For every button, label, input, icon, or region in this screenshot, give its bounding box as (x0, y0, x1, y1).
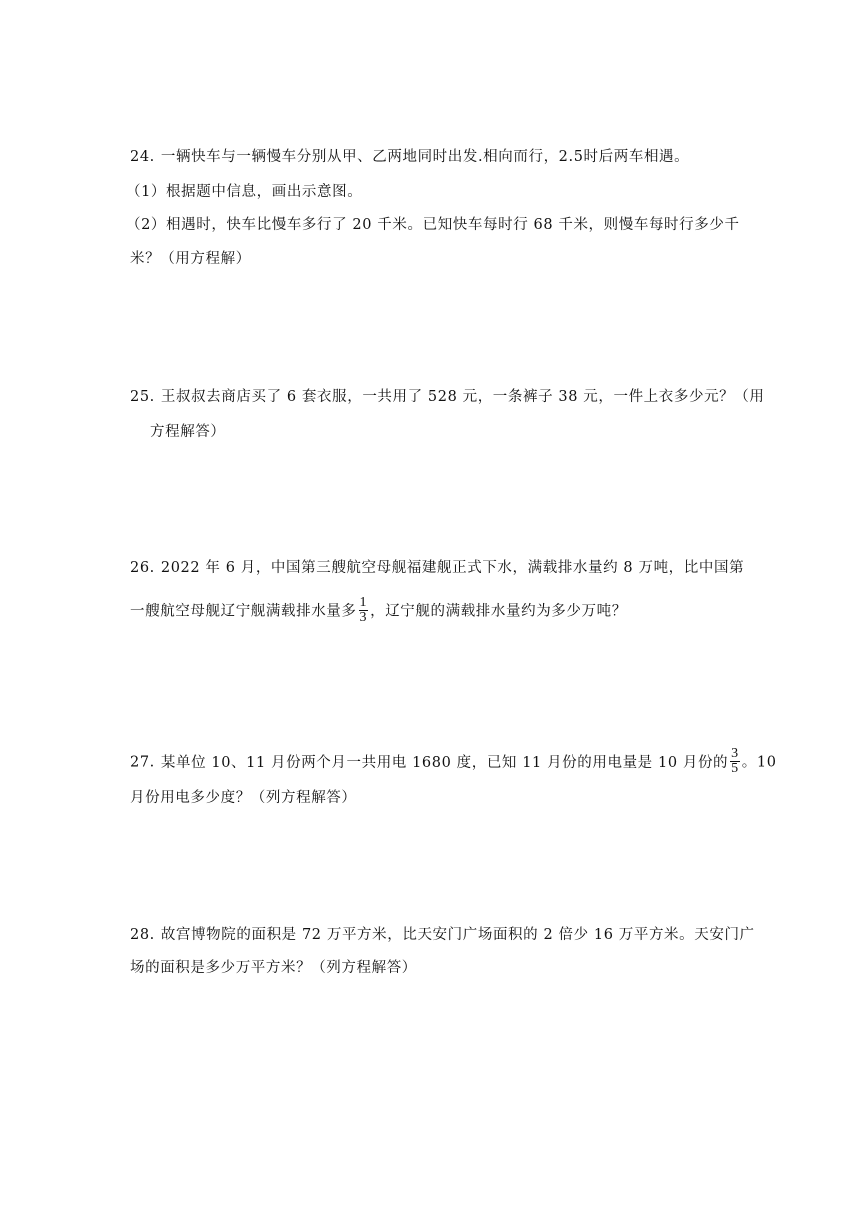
problem-27-number: 27. (130, 754, 155, 771)
fraction-three-fifths (730, 747, 740, 776)
problem-26-line-2 (130, 597, 627, 626)
problem-28-text-1: 故宫博物院的面积是 72 万平方米，比天安门广场面积的 2 倍少 16 万平方米。天安门广 (160, 927, 755, 943)
fraction-numerator: 3 (731, 746, 739, 761)
problem-27-line-2: 月份用电多少度？（列方程解答） (130, 790, 357, 806)
problem-26-text-2: 一艘航空母舰辽宁舰满载排水量多 (130, 603, 357, 620)
problem-25-line-1 (130, 387, 764, 407)
fraction-denominator: 5 (731, 761, 739, 776)
problem-25-line-2: 方程解答） (150, 424, 226, 440)
problem-24-line-4: 米？（用方程解） (130, 251, 251, 267)
problem-26-number: 26. (130, 560, 155, 576)
problem-24-text-1: 一辆快车与一辆慢车分别从甲、乙两地同时出发.相向而行，2.5时后两车相遇。 (160, 149, 690, 165)
problem-28-line-1 (130, 925, 755, 945)
problem-27-text-2: 。10 (741, 754, 777, 771)
problem-24-line-1 (130, 147, 689, 167)
problem-27-line-1 (130, 748, 777, 777)
problem-26-text-1: 2022 年 6 月，中国第三艘航空母舰福建舰正式下水，满载排水量约 8 万吨，比中国第 (160, 560, 745, 576)
problem-26-text-3: ，辽宁舰的满载排水量约为多少万吨？ (370, 603, 627, 620)
problem-24-line-2: （1）根据题中信息，画出示意图。 (126, 184, 363, 200)
problem-27-text-1: 某单位 10、11 月份两个月一共用电 1680 度，已知 11 月份的用电量是 10 月份的 (160, 754, 729, 771)
problem-25-number: 25. (130, 389, 155, 405)
fraction-denominator: 3 (359, 610, 368, 625)
fraction-one-third (359, 596, 369, 625)
problem-25-text-1: 王叔叔去商店买了 6 套衣服，一共用了 528 元，一条裤子 38 元，一件上衣多少元？（用 (160, 389, 765, 405)
fraction-numerator: 1 (359, 595, 368, 610)
problem-28-number: 28. (130, 927, 155, 943)
problem-24-number: 24. (130, 149, 155, 165)
problem-24-line-3: （2）相遇时，快车比慢车多行了 20 千米。已知快车每时行 68 千米，则慢车每时行多少千 (126, 217, 740, 233)
problem-26-line-1 (130, 558, 744, 578)
problem-28-line-2: 场的面积是多少万平方米？（列方程解答） (130, 960, 417, 976)
